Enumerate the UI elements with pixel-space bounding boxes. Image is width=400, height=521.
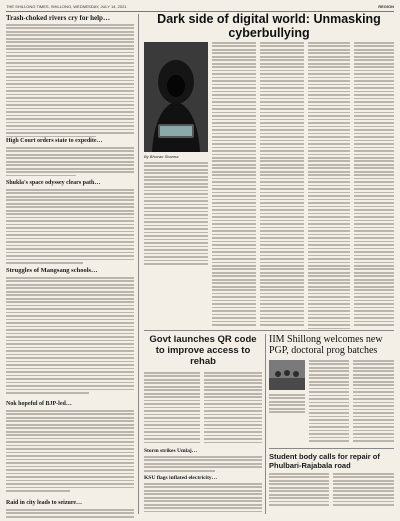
feature-byline-wrap [144,154,208,159]
feature-byline: By Bhuvan Sharma [144,154,179,159]
article-text-6 [6,509,134,519]
student-text-col-1 [269,473,329,508]
student-headline: Student body calls for repair of Phulbari-Rajabala road [269,452,380,470]
masthead-date: THE SHILLONG TIMES, SHILLONG, WEDNESDAY, JULY 14, 2021 [6,4,127,9]
iim-article [269,334,394,514]
iim-text-col-1 [309,360,349,444]
feature-text-under-photo [144,162,208,267]
article-text-3 [6,189,134,266]
qr-text-col-2 [204,372,262,445]
group-photo-image [269,360,305,390]
storm-headline: Storm strikes Umlaj… [144,448,198,454]
article-text-1 [6,24,134,139]
qr-headline: Govt launches QR code to improve access to rehab [149,334,257,367]
article-text-5 [6,410,134,494]
qr-article [144,334,262,514]
article-text-4 [6,277,134,395]
iim-photo [269,360,305,390]
headline-raid-seizure: Raid in city leads to seizure… [6,500,83,506]
left-column [6,14,134,519]
feature-text-col-3 [308,42,350,331]
article-text-2 [6,147,134,178]
masthead [6,3,394,12]
iim-headline: IIM Shillong welcomes new PGP, doctoral prog batches [269,334,383,356]
feature-bottom-rule [144,330,394,331]
ksu-headline: KSU flags inflated electricity… [144,475,218,481]
feature-text-col-2 [260,42,304,328]
student-text-col-2 [333,473,394,508]
hooded-figure-image [144,42,208,152]
headline-shukla-space: Shukla's space odyssey clears path… [6,180,101,186]
middle-divider [265,334,266,514]
headline-high-court: High Court orders state to expedite… [6,138,103,144]
iim-text-under-photo [269,394,305,415]
iim-bottom-rule [269,448,394,449]
feature-text-col-4 [354,42,394,328]
storm-text [144,456,262,473]
feature-headline: Dark side of digital world: Unmasking cyberbullying [157,12,381,40]
masthead-section: REGION [378,4,394,9]
column-divider [138,14,139,514]
feature-text-col-1 [212,42,256,328]
feature-headline-block [144,12,394,40]
iim-text-col-2 [353,360,394,444]
headline-mangsang-schools: Struggles of Mangsang schools… [6,267,98,274]
qr-text-col-1 [144,372,200,445]
ksu-text [144,483,262,514]
headline-trash-rivers: Trash-choked rivers cry for help… [6,14,110,22]
feature-photo [144,42,208,152]
headline-nok-bjp: Nok hopeful of BJP-led… [6,401,72,407]
